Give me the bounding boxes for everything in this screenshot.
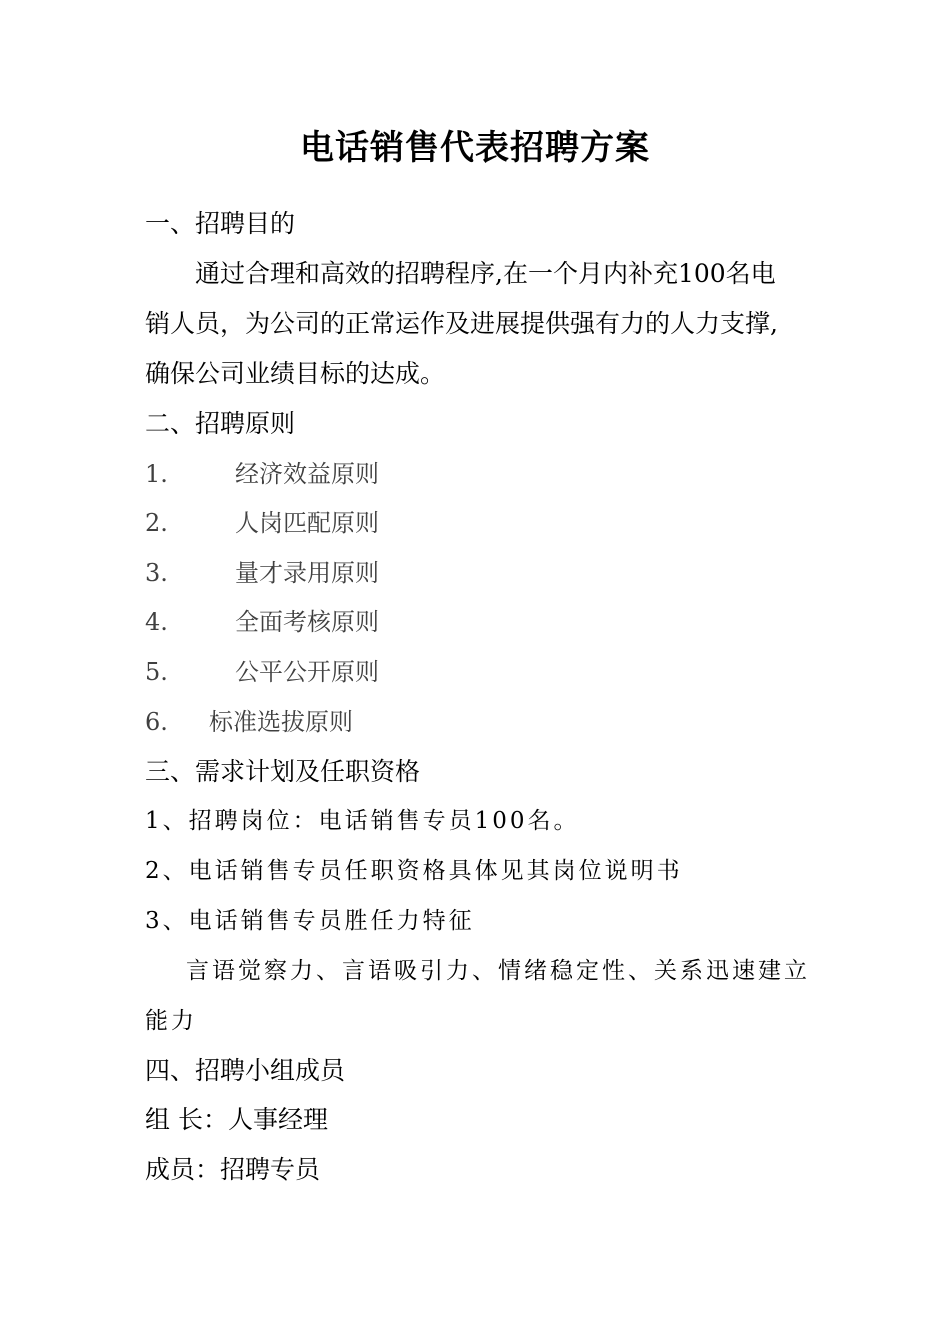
paragraph-line: 言语觉察力、言语吸引力、情绪稳定性、关系迅速建立 [186,958,810,984]
section-heading-team: 四、招聘小组成员 [145,1056,346,1085]
list-number: 6. [145,708,168,736]
team-member-line: 组 长：人事经理 [145,1105,328,1134]
list-item [145,555,379,591]
page-title: 电话销售代表招聘方案 [300,128,650,168]
list-number: 5. [145,658,168,686]
paragraph-line: 通过合理和高效的招聘程序,在一个月内补充100名电 [195,259,776,288]
paragraph-line: 能力 [145,1008,197,1034]
list-item [145,604,379,640]
section-heading-purpose: 一、招聘目的 [145,209,296,238]
team-member-line: 成员：招聘专员 [145,1155,321,1184]
section-heading-principles: 二、招聘原则 [145,409,296,438]
list-text: 经济效益原则 [235,460,379,488]
paragraph-line: 销人员，为公司的正常运作及进展提供强有力的人力支撑, [145,309,778,338]
section-heading-requirements: 三、需求计划及任职资格 [145,757,421,786]
list-item [145,704,353,740]
list-text: 公平公开原则 [235,658,379,686]
list-number: 3. [145,559,168,587]
paragraph-line: 确保公司业绩目标的达成。 [145,359,446,388]
list-number: 4. [145,608,168,636]
list-item [145,654,379,690]
requirement-item: 3、电话销售专员胜任力特征 [145,908,475,934]
list-item [145,456,379,492]
list-text: 人岗匹配原则 [235,509,379,537]
requirement-item: 1、招聘岗位：电话销售专员100名。 [145,808,580,834]
list-text: 量才录用原则 [235,559,379,587]
list-number: 2. [145,509,168,537]
list-number: 1. [145,460,168,488]
list-text: 全面考核原则 [235,608,379,636]
list-item [145,505,379,541]
requirement-item: 2、电话销售专员任职资格具体见其岗位说明书 [145,858,683,884]
list-text: 标准选拔原则 [209,708,353,736]
